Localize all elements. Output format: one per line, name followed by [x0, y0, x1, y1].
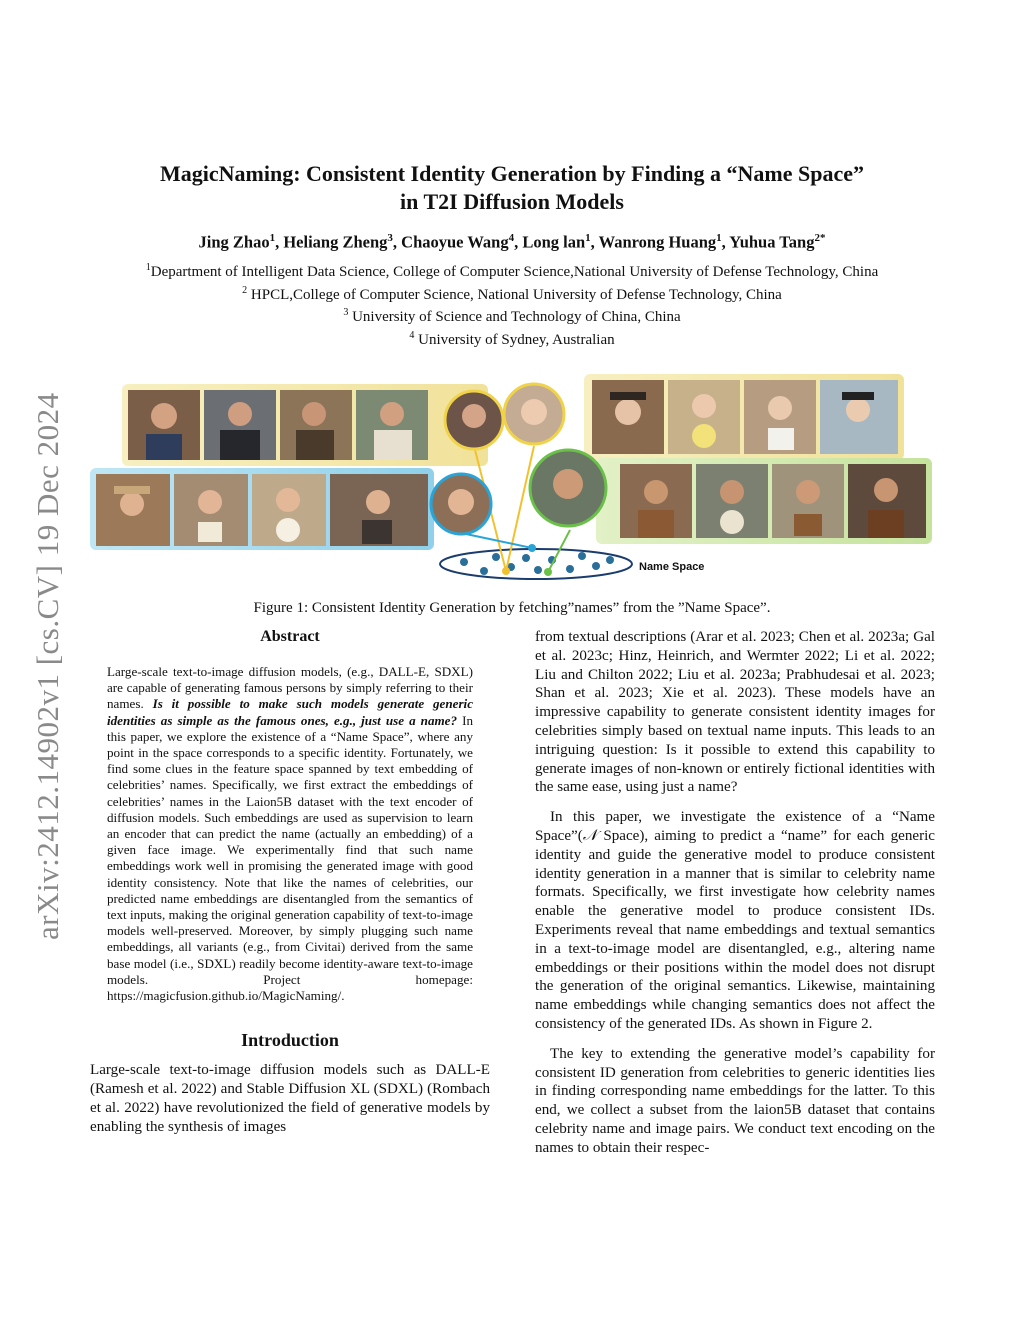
point [460, 558, 468, 566]
abstract-emphasis: Is it possible to make such models generate generic identities as simple as the famous ones, e.g., just use a name? [107, 696, 474, 728]
author-sup: 3 [387, 232, 393, 244]
beanie [842, 392, 874, 400]
shirt [146, 434, 182, 460]
author-list: Jing Zhao$^1$, Heliang Zheng$^3$, Chaoyue Wang$^4$, Long lan$^1$, Wanrong Huang$^1$, Yuhua Tang$^{2*}$ [198, 232, 826, 252]
face [796, 480, 820, 504]
author-sup: 1 [585, 232, 591, 244]
affiliation-sup: 2 [242, 284, 248, 296]
photo-group-man-2 [620, 464, 926, 538]
left-column [90, 628, 490, 1136]
jacket [638, 510, 674, 538]
face [276, 488, 300, 512]
face [692, 394, 716, 418]
face [553, 469, 583, 499]
face [615, 399, 641, 425]
shirt [374, 430, 412, 460]
p2-part-a: In this paper, we investigate the existence of a “Name Space”( [535, 809, 935, 844]
face [228, 402, 252, 426]
point [534, 566, 542, 574]
face [151, 403, 177, 429]
author: Heliang Zheng [283, 232, 388, 252]
face [846, 398, 870, 422]
face [448, 489, 474, 515]
affiliation-sup: 3 [343, 307, 349, 318]
face [366, 490, 390, 514]
point [480, 567, 488, 575]
abstract-heading: Abstract [260, 628, 320, 645]
point [566, 565, 574, 573]
name-space-label: Name Space [639, 561, 705, 573]
sweater [362, 520, 392, 544]
title-line-1: MagicNaming: Consistent Identity Generation by Finding a “Name Space” [160, 161, 864, 186]
figure-1 [86, 364, 936, 594]
face [120, 492, 144, 516]
author: Wanrong Huang [598, 232, 717, 252]
face [302, 402, 326, 426]
p2-part-b: Space), aiming to predict a “name” for each generic identity and guide the generative model to produce consistent identity generation in a manner that is similar to celebrity name formats. Specifically, we first investigate how celebrity names enable the generative model to produce consistent IDs. Experiments reveal that name embeddings and textual semantics in a text-to-image model are disentangled, e.g., altering name embeddings or their positions within the model does not disrupt the generation of the original semantics. Likewise, maintaining name embeddings while changing semantics does not affect the consistency of the generated IDs. As shown in Figure 2. [535, 827, 935, 1032]
arxiv-identifier: arXiv:2412.14902v1 [cs.CV] 19 Dec 2024 [30, 392, 65, 940]
author-sup: 1 [716, 232, 722, 244]
intro-paragraph: Large-scale text-to-image diffusion models such as DALL-E (Ramesh et al. 2022) and Stable Diffusion XL (SDXL) (Rombach et al. 2022) have revolutionized the field of generative models by enabling the synthesis of images [90, 1062, 490, 1135]
abstract-part-2: In this paper, we explore the existence of a “Name Space”, where any point in the space corresponds to a specific identity. Fortunately, we find some clues in the feature space spanned by text embedding of celebrities’ names. Specifically, we first extract the embeddings of celebrities’ names in the Laion5B dataset with the text encoder of diffusion models. Such embeddings are used as supervision to learn an encoder that can predict the name (actually an embedding) of a given face image. We experimentally find that such name embeddings work well in promising the generated image with good identity consistency. Note that like the names of celebrities, our predicted name embeddings are disentangled from the semantics of text inputs, making the original generation capability of text-to-image models well-preserved. Moreover, by simply plugging such name embeddings, all variants (e.g., from Civitai) derived from the same base model (i.e., SDXL) readily become identity-aware text-to-image models. Project homepage: https://magicfusion.github.io/MagicNaming/. [107, 712, 473, 1004]
dog [768, 428, 794, 450]
author-sup: 2* [814, 232, 826, 244]
point [606, 556, 614, 564]
figure-caption: Figure 1: Consistent Identity Generation by fetching”names” from the ”Name Space”. [253, 600, 771, 616]
name-space-symbol: 𝒩 [582, 827, 598, 844]
face [380, 402, 404, 426]
intro-paragraph-continued: from textual descriptions (Arar et al. 2023; Chen et al. 2023a; Gal et al. 2023c; Hinz, Heinrich, and Wermter 2022; Li et al. 2022; Liu and Chilton 2022; Liu et al. 2023a; Prabhudesai et al. 2023; Shan et al. 2023; Xie et al. 2023). These models have an impressive capability to generate consistent identity images for celebrities simply based on textual name inputs. This leads to an intriguing question: Is it possible to extend this capability to generate images of non-known or entirely fictional identities with the same ease, using just a name? [535, 629, 935, 796]
affiliation [90, 304, 934, 327]
hat [114, 486, 150, 494]
hat [610, 392, 646, 400]
face [521, 399, 547, 425]
abstract-text [90, 664, 490, 1004]
title-line-2: in T2I Diffusion Models [400, 189, 624, 214]
flowers [720, 510, 744, 534]
flowers [692, 424, 716, 448]
point [492, 553, 500, 561]
right-column [535, 628, 935, 1158]
intro-paragraph-2 [535, 808, 935, 1034]
photo-group-woman-1 [592, 380, 898, 454]
horse [868, 510, 904, 538]
point [522, 554, 530, 562]
intro-paragraph-3: The key to extending the generative model’s capability for consistent ID generation from celebrities to generic identities lies in finding corresponding name embeddings for the latter. To this end, we collect a subset from the laion5B dataset that contains celebrity name and image pairs. We conduct text encoding on the names to obtain their respec- [535, 1045, 935, 1156]
face [874, 478, 898, 502]
paper-title [110, 160, 914, 216]
affiliations [90, 259, 934, 349]
dog [794, 514, 822, 536]
affiliation-sup: 1 [145, 262, 151, 273]
face [720, 480, 744, 504]
point [578, 552, 586, 560]
flowers [276, 518, 300, 542]
dog [198, 522, 222, 542]
author-sup: 1 [269, 232, 276, 244]
affiliation [90, 259, 934, 282]
face [462, 404, 486, 428]
photo-group-woman-2 [96, 474, 428, 546]
name-space-ellipse [440, 549, 632, 579]
abstract-part-1: Large-scale text-to-image diffusion models, (e.g., DALL-E, SDXL) are capable of generating famous persons by simply referring to their names. [107, 664, 473, 712]
affiliation-sup: 4 [409, 329, 415, 341]
affiliation [90, 282, 934, 305]
author: Yuhua Tang [729, 232, 815, 252]
jacket [296, 430, 334, 460]
author: Jing Zhao [198, 232, 270, 252]
author: Long lan [522, 232, 586, 252]
introduction-heading: Introduction [241, 1030, 339, 1051]
affiliation-text: HPCL,College of Computer Science, National University of Defense Technology, China [247, 286, 782, 303]
point [592, 562, 600, 570]
affiliation-text: University of Science and Technology of China, China [348, 309, 681, 325]
face [644, 480, 668, 504]
affiliation [90, 327, 934, 350]
suit [220, 430, 260, 460]
author: Chaoyue Wang [401, 232, 509, 252]
face [198, 490, 222, 514]
face [768, 396, 792, 420]
affiliation-text: Department of Intelligent Data Science, College of Computer Science,National University of Defense Technology, China [150, 264, 879, 280]
affiliation-text: University of Sydney, Australian [414, 331, 615, 348]
figure-1-illustration [86, 364, 936, 594]
author-sup: 4 [508, 232, 515, 244]
